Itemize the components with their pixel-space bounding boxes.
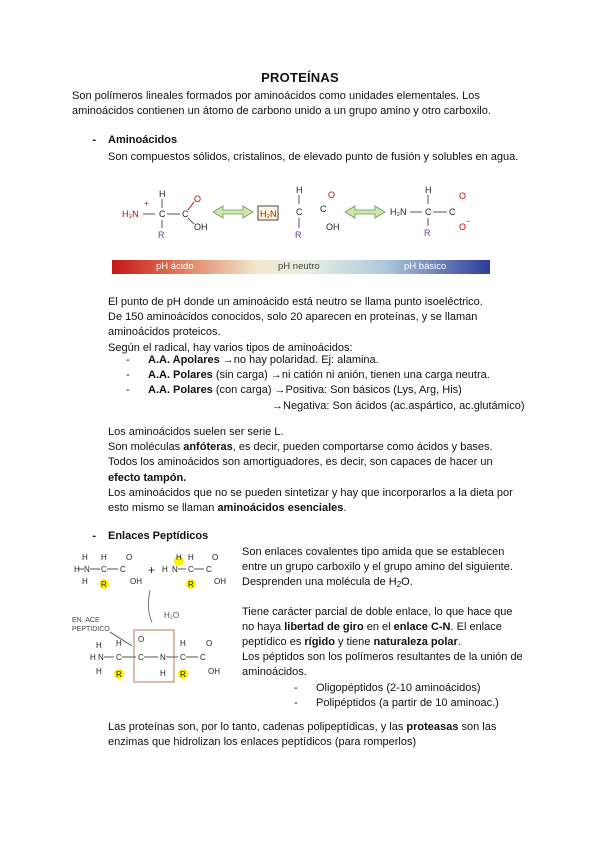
- text-line: esto mismo se llaman aminoácidos esenciales.: [108, 502, 347, 515]
- ph-label-basic: pH básico: [404, 261, 447, 272]
- svg-text:H: H: [96, 641, 102, 650]
- svg-text:R: R: [424, 228, 431, 238]
- svg-text:N: N: [98, 653, 104, 662]
- svg-text:C: C: [159, 209, 166, 219]
- diagram-label: PEPTIDICO: [72, 626, 110, 633]
- svg-text:H: H: [101, 553, 107, 562]
- svg-text:H: H: [188, 553, 194, 562]
- type-name: A.A. Polares: [148, 369, 213, 382]
- svg-text:C: C: [200, 653, 206, 662]
- svg-text:-: -: [467, 216, 470, 226]
- bullet-marker: -: [92, 134, 96, 146]
- svg-text:C: C: [120, 565, 126, 574]
- aminoacidos-desc: Son compuestos sólidos, cristalinos, de elevado punto de fusión y solubles en agua.: [108, 151, 519, 163]
- svg-text:H: H: [176, 553, 182, 562]
- bold-term: efecto tampón.: [108, 471, 187, 484]
- type-name: A.A. Apolares: [148, 354, 220, 366]
- svg-text:R: R: [188, 580, 194, 589]
- text-line: Son enlaces covalentes tipo amida que se establecen: [242, 546, 505, 558]
- svg-text:O: O: [126, 553, 133, 562]
- svg-text:C: C: [188, 565, 194, 574]
- type-name: A.A. Polares: [148, 384, 213, 397]
- list-item: - A.A. Apolares →no hay polaridad. Ej: alamina.: [126, 354, 379, 366]
- text-line: De 150 aminoácidos conocidos, solo 20 aparecen en proteínas, y se llaman: [108, 311, 478, 324]
- water-label: H₂O: [164, 611, 180, 620]
- section-title: Aminoácidos: [108, 134, 178, 146]
- page-title: PROTEÍNAS: [261, 70, 339, 85]
- text-line: Son moléculas anfóteras, es decir, pueden comportarse como ácidos y bases.: [108, 441, 493, 454]
- svg-text:OH: OH: [208, 667, 220, 676]
- svg-text:C: C: [425, 207, 432, 217]
- svg-text:OH: OH: [214, 577, 226, 586]
- svg-text:H: H: [116, 639, 122, 648]
- svg-text:O: O: [459, 222, 467, 232]
- svg-text:H: H: [162, 565, 168, 574]
- svg-text:H: H: [180, 639, 186, 648]
- svg-text:OH: OH: [130, 577, 142, 586]
- zwitterion-diagram: [110, 182, 500, 250]
- svg-text:O: O: [459, 191, 467, 201]
- svg-text:O: O: [212, 553, 219, 562]
- section-heading-enlaces: [86, 530, 208, 542]
- svg-text:R: R: [158, 230, 165, 240]
- aminoacid-types-list: [126, 353, 556, 399]
- intro-line: Son polímeros lineales formados por aminoácidos como unidades elementales. Los: [72, 90, 480, 102]
- svg-text:H: H: [74, 565, 80, 574]
- text-line: Los aminoácidos suelen ser serie L.: [108, 426, 284, 438]
- text-line: enzimas que hidrolizan los enlaces peptídicos (para romperlos): [108, 736, 417, 749]
- enlaces-text: [242, 545, 562, 711]
- type-desc: (con carga) →Positiva: Son básicos (Lys, Arg, His): [212, 384, 462, 397]
- svg-text:C: C: [449, 207, 456, 217]
- ph-label-acid: pH ácido: [156, 261, 194, 272]
- text-line: Tiene carácter parcial de doble enlace, lo que hace que: [242, 605, 513, 618]
- section-heading-aminoacidos: [86, 134, 177, 146]
- list-item: - Oligopéptidos (2-10 aminoácidos): [294, 681, 481, 694]
- svg-text:OH: OH: [326, 222, 340, 232]
- svg-text:O: O: [328, 190, 336, 200]
- svg-text:H: H: [160, 669, 166, 678]
- svg-text:H: H: [159, 189, 166, 199]
- svg-text:+: +: [148, 563, 156, 577]
- aminoacidos-body: [108, 295, 548, 356]
- svg-text:N: N: [172, 565, 178, 574]
- intro-paragraph: [72, 89, 491, 119]
- bold-term: anfóteras: [183, 441, 233, 454]
- svg-text:C: C: [138, 653, 144, 662]
- svg-text:H₃N: H₃N: [122, 209, 139, 219]
- intro-line: aminoácidos contienen un átomo de carbono unido a un grupo amino y otro carboxilo.: [72, 105, 491, 118]
- svg-text:O: O: [194, 194, 202, 204]
- svg-text:N: N: [160, 653, 166, 662]
- text-line: Los aminoácidos que no se pueden sintetizar y hay que incorporarlos a la dieta por: [108, 486, 513, 499]
- type-desc: (sin carga) →ni catión ni anión, tienen una carga neutra.: [212, 369, 490, 382]
- svg-text:C: C: [101, 565, 107, 574]
- svg-text:OH: OH: [194, 222, 208, 232]
- list-item: - A.A. Polares (sin carga) →ni catión ni anión, tienen una carga neutra.: [126, 369, 490, 382]
- conclusion-paragraph: [108, 720, 558, 750]
- svg-text:O: O: [206, 639, 213, 648]
- text-line: Desprenden una molécula de $H_2O$.: [242, 576, 413, 590]
- svg-text:H: H: [90, 653, 96, 662]
- svg-text:N: N: [84, 565, 90, 574]
- svg-text:H₂N: H₂N: [390, 207, 407, 217]
- text-line: Todos los aminoácidos son amortiguadores, es decir, son capaces de hacer un: [108, 456, 493, 469]
- diagram-label: EN. ACE: [72, 617, 100, 624]
- list-item: - Polipéptidos (a partir de 10 aminoac.): [294, 696, 499, 709]
- text-line: Según el radical, hay varios tipos de aminoácidos:: [108, 341, 353, 354]
- text-line: entre un grupo carboxilo y el grupo amino del siguiente.: [242, 561, 513, 574]
- text-line: El punto de pH donde un aminoácido está neutro se llama punto isoeléctrico.: [108, 296, 483, 308]
- svg-text:H: H: [82, 577, 88, 586]
- svg-text:R: R: [295, 230, 302, 240]
- text-line: aminoácidos proteicos.: [108, 326, 221, 339]
- aminoacidos-properties: [108, 425, 548, 516]
- text-line: no haya libertad de giro en el enlace C-N. El enlace: [242, 620, 502, 633]
- text-line: Las proteínas son, por lo tanto, cadenas polipeptídicas, y las proteasas son las: [108, 721, 497, 733]
- list-item: - A.A. Polares (con carga) →Positiva: Son básicos (Lys, Arg, His): [126, 384, 462, 397]
- svg-text:H: H: [296, 185, 303, 195]
- svg-text:+: +: [144, 199, 149, 208]
- svg-text:H: H: [96, 667, 102, 676]
- ph-scale-bar: [112, 260, 490, 274]
- peptide-bond-diagram: [70, 550, 240, 690]
- svg-text:H₂N: H₂N: [260, 209, 277, 219]
- svg-text:R: R: [116, 670, 122, 679]
- svg-text:C: C: [206, 565, 212, 574]
- section-title: Enlaces Peptídicos: [108, 530, 209, 542]
- type-desc: →no hay polaridad. Ej: alamina.: [219, 354, 379, 366]
- text-line: Los péptidos son los polímeros resultantes de la unión de: [242, 651, 523, 664]
- svg-text:O: O: [138, 635, 145, 644]
- peptide-types-list: [242, 681, 562, 711]
- svg-text:H: H: [82, 553, 88, 562]
- svg-text:C: C: [116, 653, 122, 662]
- svg-text:C: C: [296, 207, 303, 217]
- text-line: peptídico es rígido y tiene naturaleza polar.: [242, 636, 461, 649]
- text-line: aminoácidos.: [242, 666, 307, 679]
- svg-text:C: C: [180, 653, 186, 662]
- bullet-marker: -: [92, 530, 96, 542]
- svg-text:C: C: [182, 209, 189, 219]
- negativa-line: →Negativa: Son ácidos (ac.aspártico, ac.glutámico): [272, 400, 525, 412]
- text-line: [108, 471, 548, 486]
- bold-term: aminoácidos esenciales: [217, 502, 344, 515]
- svg-text:R: R: [101, 580, 107, 589]
- svg-text:C: C: [320, 204, 327, 214]
- svg-text:H: H: [425, 185, 432, 195]
- ph-label-neutral: pH neutro: [278, 261, 320, 272]
- svg-text:R: R: [180, 670, 186, 679]
- bold-term: proteasas: [406, 721, 459, 733]
